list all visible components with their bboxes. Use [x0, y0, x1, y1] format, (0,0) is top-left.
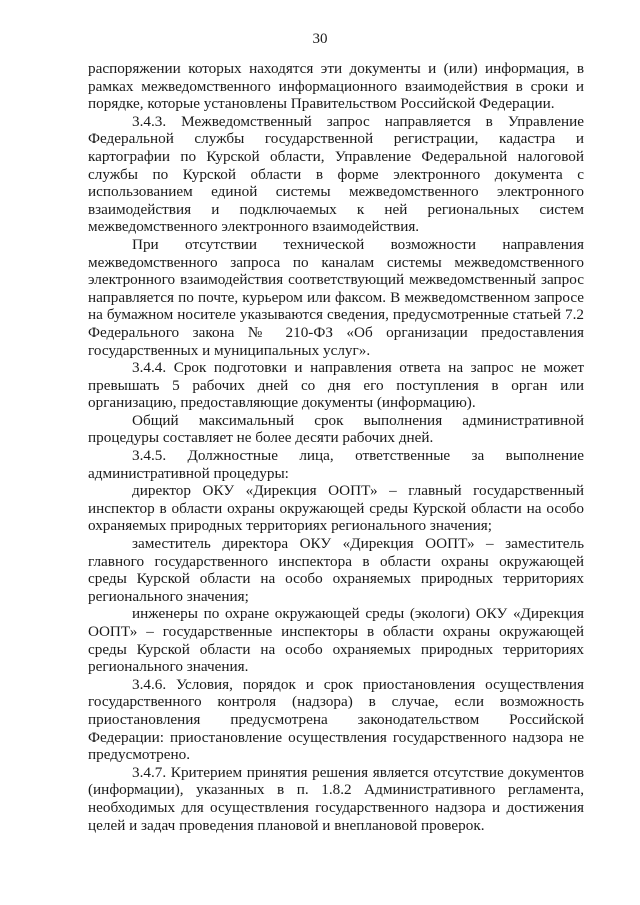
paragraph-3-4-7: 3.4.7. Критерием принятия решения является отсутствие документов (информации), указанных в п. 1.8.2 Административного регламента, необходимых для осуществления государственного надзора и достижения целей и задач проведения плановой и внеплановой проверок. [88, 763, 584, 834]
paragraph-3-4-3: 3.4.3. Межведомственный запрос направляется в Управление Федеральной службы государственной регистрации, кадастра и картографии по Курской области, Управление Федеральной налоговой службы по Курской области в форме электронного документа с использованием единой системы межведомственного электронного взаимодействия и подключаемых к ней региональных систем межведомственного электронного взаимодействия. [88, 112, 584, 236]
paragraph-no-technical-possibility: При отсутствии технической возможности направления межведомственного запроса по каналам системы межведомственного электронного взаимодействия соответствующий межведомственный запрос направляется по почте, курьером или факсом. В межведомственном запросе на бумажном носителе указываются сведения, предусмотренные статьей 7.2 Федерального закона № 210-ФЗ «Об организации предоставления государственных и муниципальных услуг». [88, 235, 584, 359]
page-number: 30 [312, 31, 328, 47]
paragraph-3-4-5: 3.4.5. Должностные лица, ответственные за выполнение административной процедуры: [88, 447, 584, 482]
paragraph-director: директор ОКУ «Дирекция ООПТ» – главный государственный инспектор в области охраны окружающей среды Курской области на особо охраняемых природных территориях регионального значения; [88, 482, 584, 535]
document-body [88, 60, 584, 834]
paragraph-3-4-6: 3.4.6. Условия, порядок и срок приостановления осуществления государственного контроля (надзора) в случае, если возможность приостановления предусмотрена законодательством Российской Федерации: приостановление осуществления государственного надзора не предусмотрено. [88, 675, 584, 764]
paragraph-total-term: Общий максимальный срок выполнения административной процедуры составляет не более десяти рабочих дней. [88, 411, 584, 447]
paragraph-3-4-4: 3.4.4. Срок подготовки и направления ответа на запрос не может превышать 5 рабочих дней со дня его поступления в орган или организацию, предоставляющие документы (информацию). [88, 359, 584, 412]
paragraph-continuation: распоряжении которых находятся эти документы и (или) информация, в рамках межведомственного информационного взаимодействия в сроки и порядке, которые установлены Правительством Российской Федерации. [88, 60, 584, 113]
paragraph-engineers: инженеры по охране окружающей среды (экологи) ОКУ «Дирекция ООПТ» – государственные инспекторы в области охраны окружающей среды Курской области на особо охраняемых природных территориях регионального значения. [88, 605, 584, 676]
paragraph-deputy-director: заместитель директора ОКУ «Дирекция ООПТ» – заместитель главного государственного инспектора в области охраны окружающей среды Курской области на особо охраняемых природных территориях регионального значения; [88, 535, 584, 605]
